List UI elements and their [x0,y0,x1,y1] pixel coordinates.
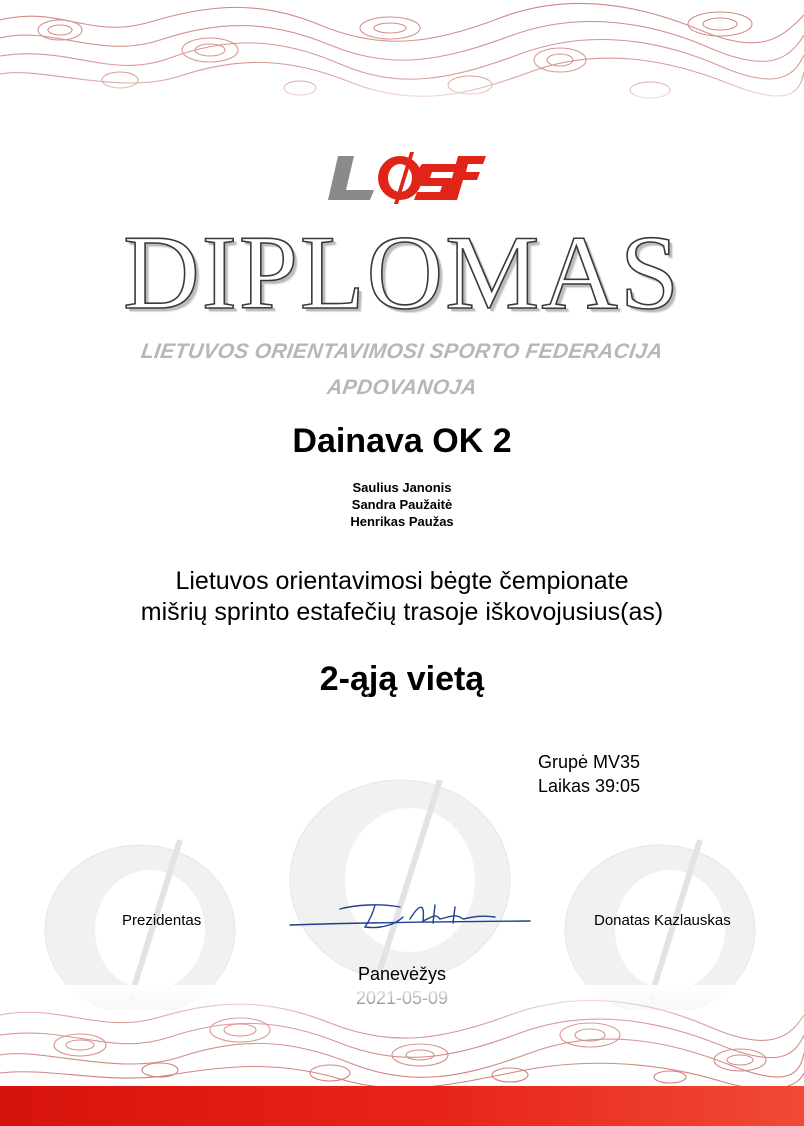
member-name: Sandra Paužaitė [351,497,453,512]
losf-logo-icon [318,150,488,206]
placement: 2-ąją vietą [319,660,485,698]
contour-pattern-bottom [0,985,804,1086]
city-label: Panevėžys [357,964,447,984]
footer-red-bar [0,1086,804,1126]
description-line: Lietuvos orientavimosi bėgte čempionate [175,567,629,595]
member-name: Henrikas Paužas [350,514,454,529]
losf-logo [318,150,488,206]
federation-name: LIETUVOS ORIENTAVIMOSI SPORTO FEDERACIJA [139,340,665,363]
president-name: Donatas Kazlauskas [594,912,731,929]
description-line: mišrių sprinto estafečių trasoje iškovojusius(as) [140,598,664,626]
group-label: Grupė MV35 [538,752,641,772]
award-description [0,566,804,628]
signature-image [285,895,535,935]
diploma-title: DIPLOMAS [123,214,681,331]
team-name: Dainava OK 2 [292,422,512,460]
federation-awards-text: APDOVANOJA [325,376,479,399]
team-members [0,479,804,530]
time-label: Laikas 39:05 [538,776,641,796]
result-info [538,750,640,798]
contour-pattern-top [0,0,804,110]
member-name: Saulius Janonis [352,480,452,495]
president-label: Prezidentas [122,912,202,929]
